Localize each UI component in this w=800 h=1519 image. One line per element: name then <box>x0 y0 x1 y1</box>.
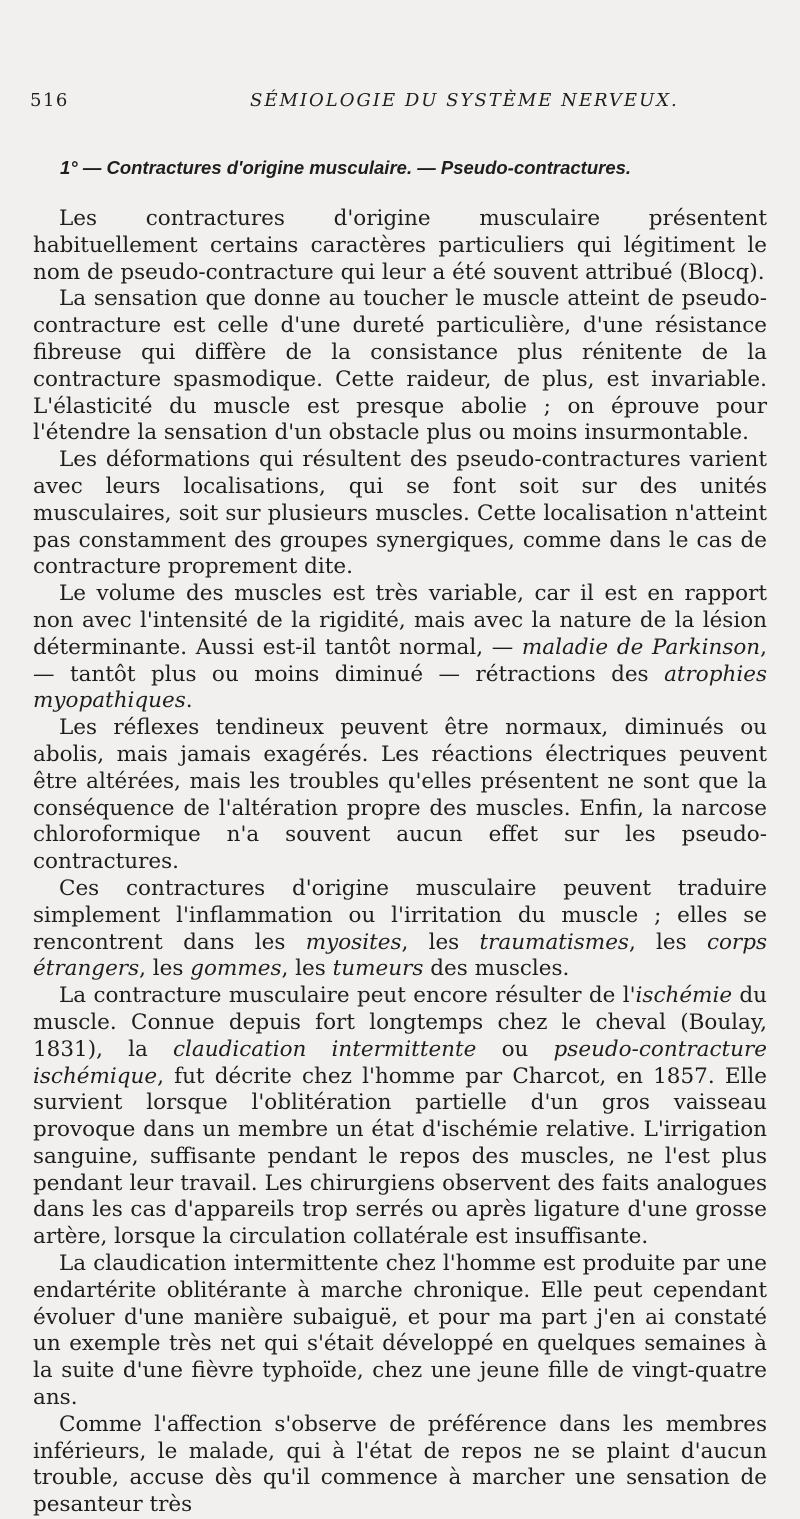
paragraph <box>33 876 767 983</box>
italic-text: claudication intermittente <box>172 1036 477 1062</box>
text-run: Les réflexes tendineux peuvent être normaux, diminués ou abolis, mais jamais exagérés. Les réactions électriques peuvent être altérées, mais les troubles qu'elles présentent ne sont que la conséquence de l'altération propre des muscles. Enfin, la narcose chloroformique n'a souvent aucun effet sur les pseudo-contractures. <box>33 715 767 875</box>
text-run: , fut décrite chez l'homme par Charcot, en 1857. Elle survient lorsque l'oblitération partielle d'un gros vaisseau provoque dans un membre un état d'ischémie relative. L'irrigation sanguine, suffisante pendant le repos des muscles, ne l'est plus pendant leur travail. Les chirurgiens observent des faits analogues dans les cas d'appareils trop serrés ou après ligature d'une grosse artère, lorsque la circulation collatérale est insuffisante. <box>33 1063 767 1250</box>
text-run: , les <box>139 956 191 982</box>
text-run: des muscles. <box>423 956 570 982</box>
paragraph <box>33 1251 767 1412</box>
paragraph <box>33 1412 767 1519</box>
paragraph <box>33 715 767 876</box>
text-run: Comme l'affection s'observe de préférence dans les membres inférieurs, le malade, qui à l'état de repos ne se plaint d'aucun trouble, accuse dès qu'il commence à marcher une sensation de pesanteur très <box>33 1411 767 1518</box>
italic-text: ischémie <box>635 983 733 1009</box>
section-title: 1° — Contractures d'origine musculaire. — Pseudo-contractures. <box>60 157 632 178</box>
page-header <box>30 90 770 118</box>
page-number: 516 <box>30 90 69 111</box>
paragraph <box>33 983 767 1251</box>
text-run: La claudication intermittente chez l'homme est produite par une endartérite oblitérante à marche chronique. Elle peut cependant évoluer d'une manière subaiguë, et pour ma part j'en ai constaté un exemple très net qui s'était développé en quelques semaines à la suite d'une fièvre typhoïde, chez une jeune fille de vingt-quatre ans. <box>33 1251 767 1411</box>
italic-text: traumatismes <box>479 929 629 955</box>
running-head: SÉMIOLOGIE DU SYSTÈME NERVEUX. <box>250 90 679 111</box>
paragraph <box>33 206 767 286</box>
body-text <box>33 206 767 1519</box>
text-run: ou <box>476 1036 554 1062</box>
text-run: , les <box>401 929 480 955</box>
text-run: Ces contractures d'origine musculaire peuvent traduire simplement l'inflammation ou l'irritation du muscle ; elles se rencontrent dans les <box>33 875 767 955</box>
text-run: , les <box>281 956 333 982</box>
text-run: du muscle. Connue depuis fort longtemps chez le cheval (Boulay, 1831), la <box>33 983 767 1062</box>
paragraph <box>33 581 767 715</box>
italic-text: corps étrangers <box>33 929 767 982</box>
text-run: La contracture musculaire peut encore résulter de l' <box>59 983 636 1009</box>
text-run: Le volume des muscles est très variable, car il est en rapport non avec l'intensité de la rigidité, mais avec la nature de la lésion déterminante. Aussi est-il tantôt normal, — <box>33 581 767 660</box>
text-run: Les déformations qui résultent des pseudo-contractures varient avec leurs localisations, qui se font soit sur des unités musculaires, soit sur plusieurs muscles. Cette localisation n'atteint pas constamment des groupes synergiques, comme dans le cas de contracture proprement dite. <box>33 447 767 580</box>
italic-text: myosites <box>305 929 402 955</box>
text-run: La sensation que donne au toucher le muscle atteint de pseudo-contracture est celle d'une dureté particulière, d'une résistance fibreuse qui diffère de la consistance plus rénitente de la contracture spasmodique. Cette raideur, de plus, est invariable. L'élasticité du muscle est presque abolie ; on éprouve pour l'étendre la sensation d'un obstacle plus ou moins insurmontable. <box>33 286 767 446</box>
text-run: , les <box>628 929 707 955</box>
text-run: Les contractures d'origine musculaire présentent habituellement certains caractères particuliers qui légitiment le nom de pseudo-contracture qui leur a été souvent attribué (Blocq). <box>33 206 767 285</box>
text-run: . <box>185 688 193 714</box>
paragraph <box>33 447 767 581</box>
italic-text: gommes <box>190 956 282 982</box>
paragraph <box>33 286 767 447</box>
italic-text: pseudo-contracture ischémique <box>33 1036 767 1089</box>
italic-text: tumeurs <box>332 956 424 982</box>
text-run: , — tantôt plus ou moins diminué — rétractions des <box>33 634 767 687</box>
italic-text: maladie de Parkinson <box>521 634 761 660</box>
italic-text: atrophies myopathiques <box>33 661 767 714</box>
